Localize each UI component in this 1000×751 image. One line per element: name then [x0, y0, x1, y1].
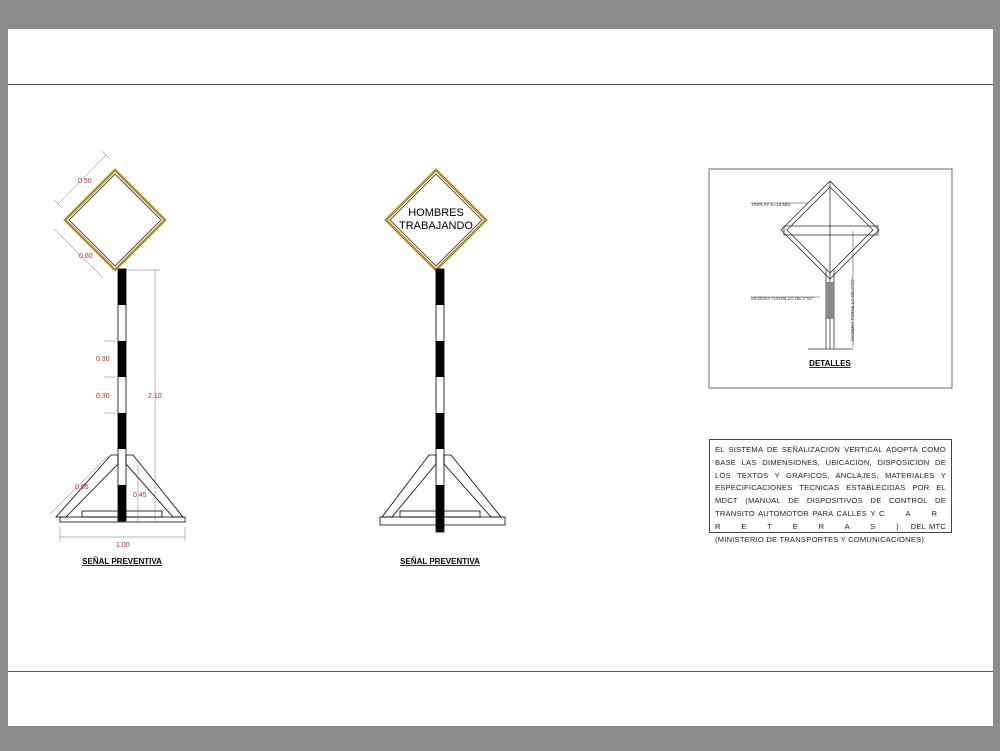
- notes-part1: EL SISTEMA DE SEÑALIZACION VERTICAL ADOPTA COMO BASE LAS DIMENSIONES, UBICACION, DISPOSICION DE LOS TEXTOS Y GRAFICOS, ANCLAJES, MATERIALES Y ESPECIFICACIONES TECNICAS ESTABLECIDAS POR EL MDCT (MANUAL DE DISPOSITIVOS DE CONTROL DE TRANSITO AUTOMOTOR PARA CALLES Y: [715, 445, 946, 518]
- dim-brace-height: 0.45: [133, 492, 147, 499]
- sign-1: [50, 151, 185, 566]
- drawing-sheet: [8, 29, 993, 726]
- specification-notes: [709, 439, 952, 544]
- dim-post-height: 2.10: [148, 393, 162, 400]
- sign-1-stripe-3: [118, 413, 126, 449]
- dim-brace: 0.65: [75, 484, 89, 491]
- dim-stripe-white: 0.30: [96, 393, 110, 400]
- dim-stripe-black: 0.30: [96, 356, 110, 363]
- dim-diamond-width: 0.60: [79, 253, 93, 260]
- details-label-triplay: TRIPLAY E=18 MM: [751, 202, 790, 207]
- sign-2: [380, 170, 505, 566]
- sign-2-stripe-2: [436, 341, 444, 377]
- details-panel: [709, 169, 952, 388]
- sign-1-stripe-2: [118, 341, 126, 377]
- details-title: DETALLES: [809, 359, 851, 368]
- details-post-section: [826, 282, 834, 319]
- sign-2-caption: SEÑAL PREVENTIVA: [400, 557, 480, 566]
- sign-1-post: [118, 269, 126, 521]
- dim-base-width: 1.00: [116, 542, 130, 549]
- sign-2-text-line2: TRABAJANDO: [399, 220, 473, 232]
- cad-drawing: [8, 29, 993, 726]
- sign-1-stripe-1: [118, 269, 126, 305]
- sign-2-stripe-1: [436, 269, 444, 305]
- sign-1-stripe-4: [118, 485, 126, 521]
- dim-diamond-side: 0.50: [78, 178, 92, 185]
- notes-part2: C A R R E T E R A S ): [715, 508, 947, 531]
- sign-2-stripe-3: [436, 413, 444, 449]
- sign-2-text-line1: HOMBRES: [408, 207, 464, 219]
- sign-1-caption: SEÑAL PREVENTIVA: [82, 557, 162, 566]
- details-label-madera: MADERA TORNILLO DE 2"X2": [751, 296, 814, 301]
- details-label-vertical: MADERA TORNILLO DE 2"X2": [850, 278, 855, 341]
- notes-part3: DEL MTC (MINISTERIO DE TRANSPORTES Y COMUNICACIONES): [715, 521, 946, 544]
